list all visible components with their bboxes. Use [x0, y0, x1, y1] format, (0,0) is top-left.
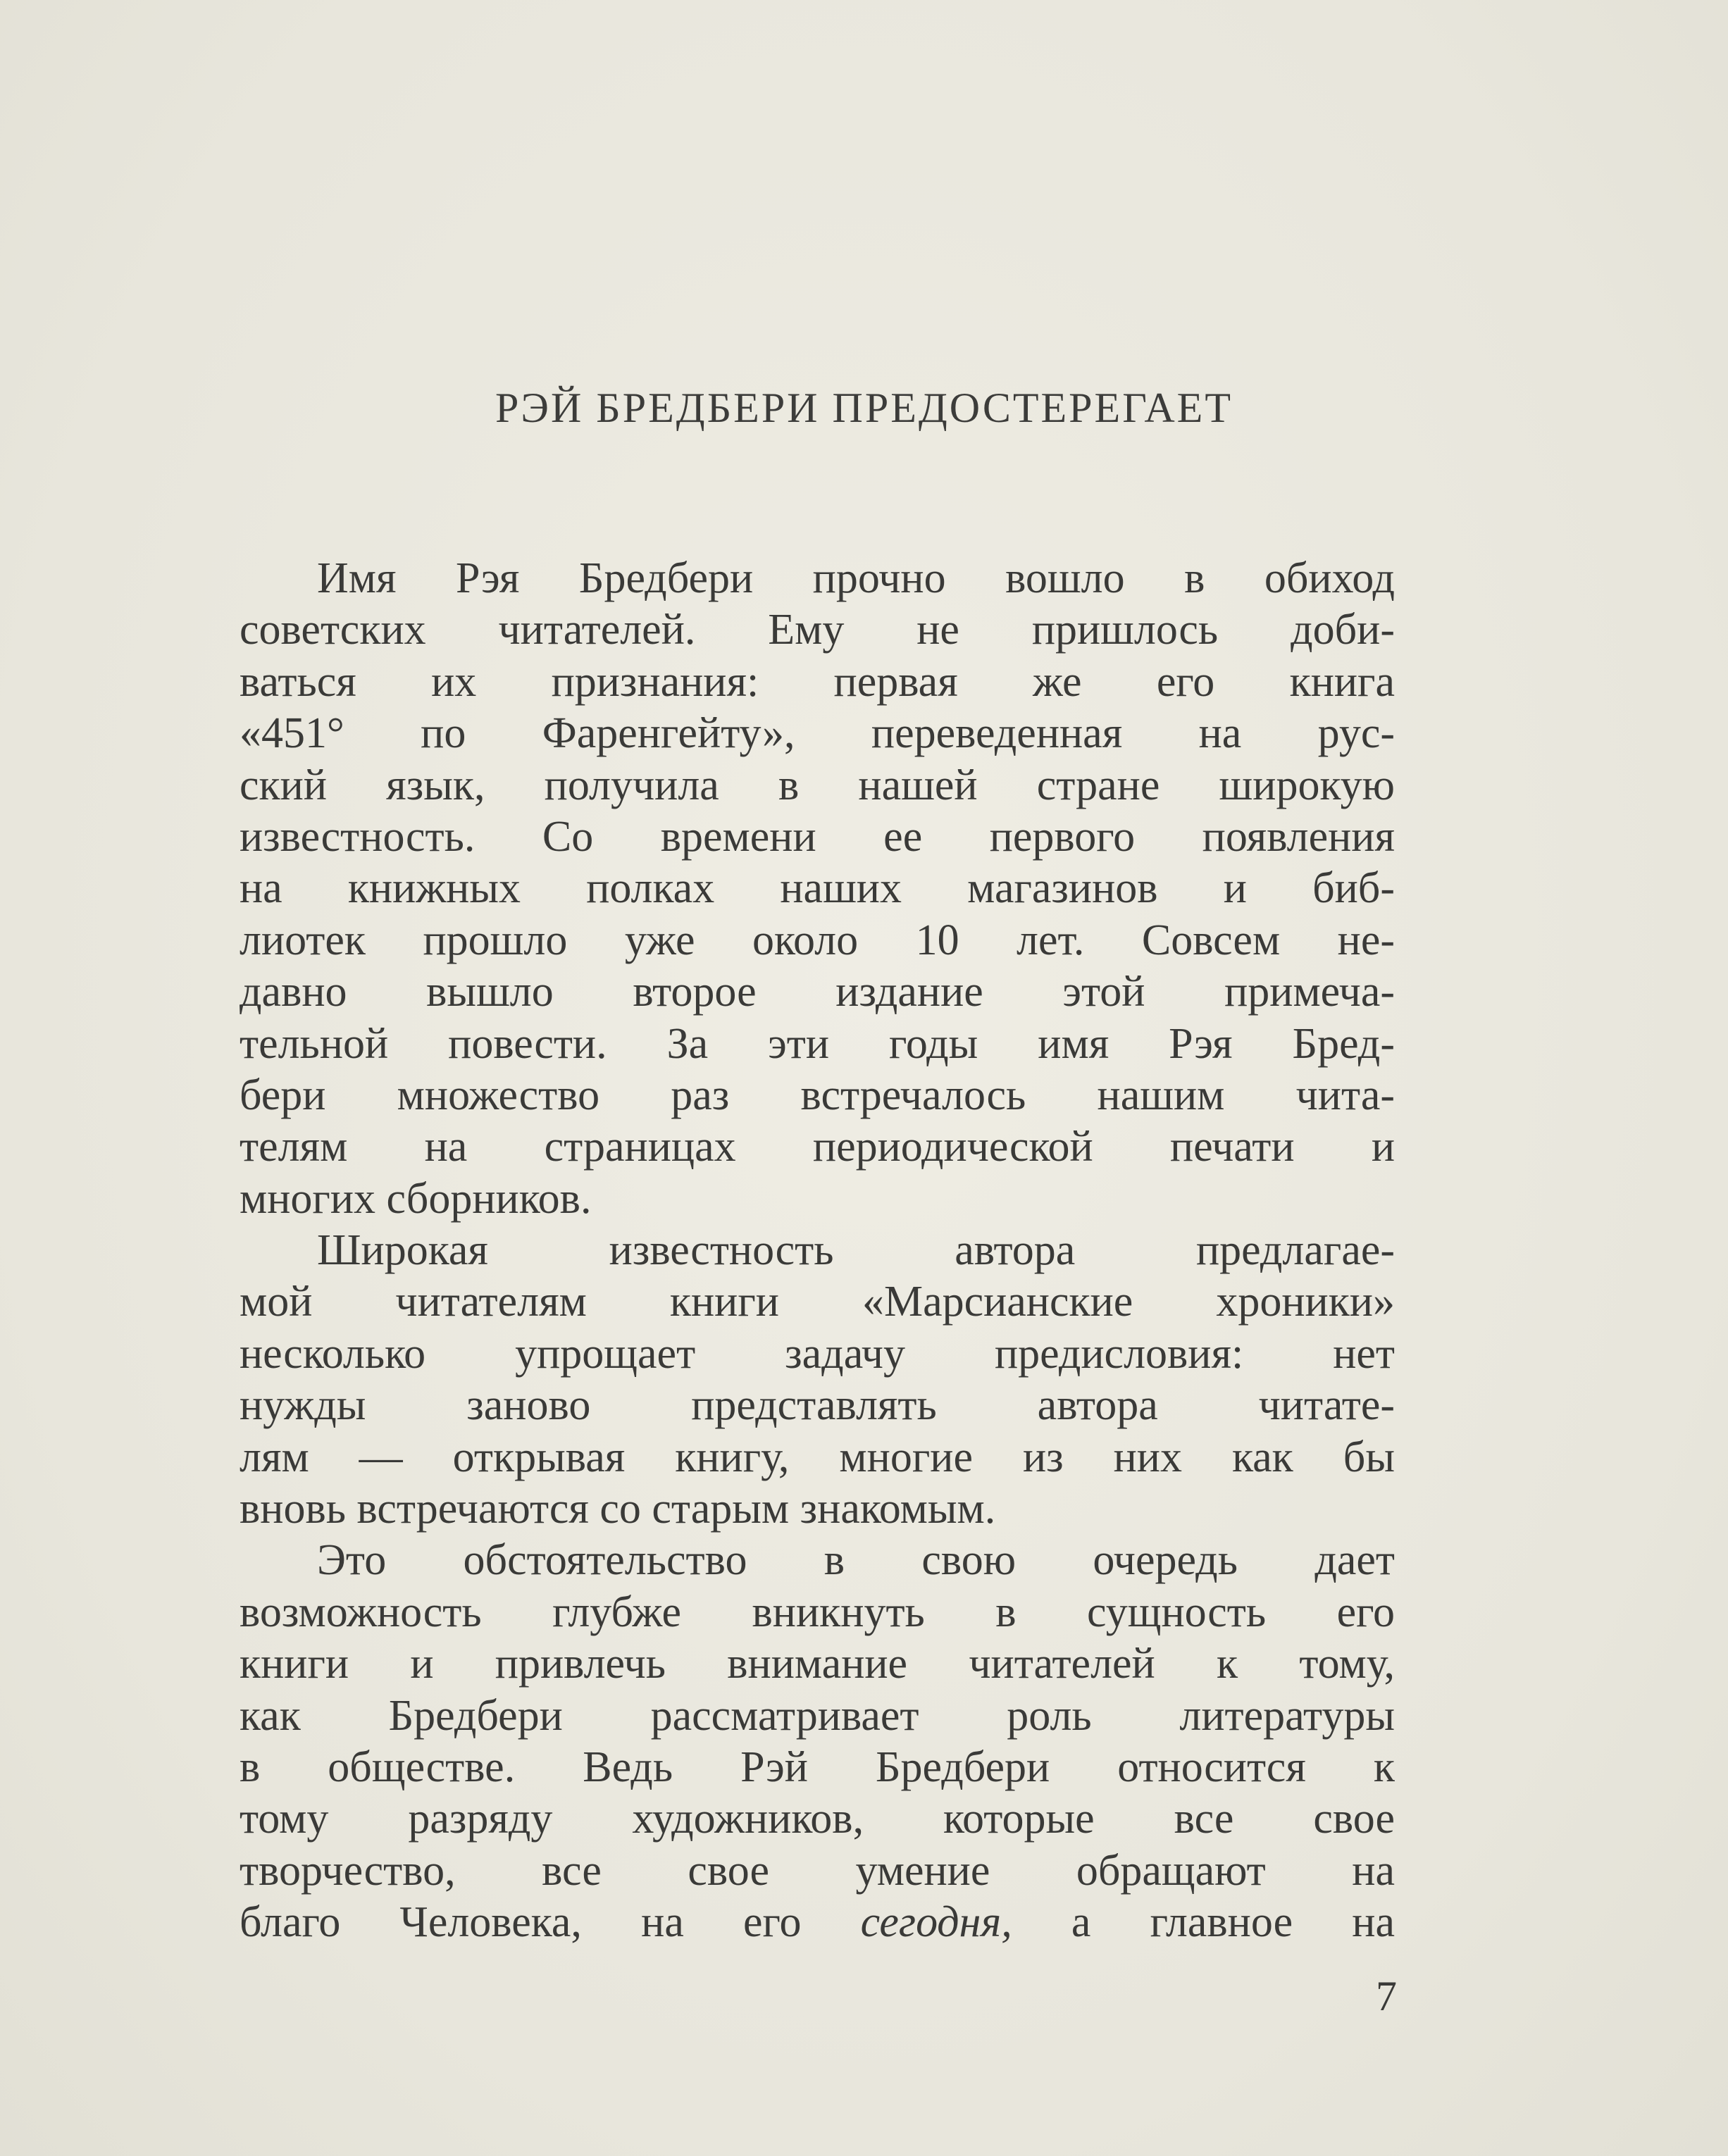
text-line: тельной повести. За эти годы имя Рэя Бред- — [240, 1019, 1395, 1068]
text-line: ский язык, получила в нашей стране широкую — [240, 761, 1395, 809]
text-line: Имя Рэя Бредбери прочно вошло в обиход — [317, 554, 1395, 602]
text-line: известность. Со времени ее первого появления — [240, 812, 1395, 861]
text-line: Это обстоятельство в свою очередь дает — [317, 1536, 1395, 1585]
text-line: бери множество раз встречалось нашим чита- — [240, 1071, 1395, 1119]
text-line: Широкая известность автора предлагае- — [317, 1226, 1395, 1275]
text-line: лям — открывая книгу, многие из них как бы — [240, 1433, 1395, 1481]
text-line-last — [240, 1897, 1395, 1948]
page-number: 7 — [1376, 1973, 1397, 2019]
text-line: вновь встречаются со старым знакомым. — [240, 1485, 996, 1533]
text-line: мой читателям книги «Марсианские хроники» — [240, 1278, 1395, 1326]
text-line: творчество, все свое умение обращают на — [240, 1846, 1395, 1895]
text-line: как Бредбери рассматривает роль литературы — [240, 1691, 1395, 1740]
text-line: телям на страницах периодической печати и — [240, 1123, 1395, 1171]
text-line: нужды заново представлять автора читате- — [240, 1381, 1395, 1430]
text-segment: а главное на — [1071, 1898, 1395, 1947]
body-text — [240, 553, 1395, 1949]
text-segment: благо Человека, на его — [240, 1898, 802, 1947]
text-line: давно вышло второе издание этой примеча- — [240, 968, 1395, 1016]
text-line: в обществе. Ведь Рэй Бредбери относится к — [240, 1743, 1395, 1791]
italic-word: сегодня, — [860, 1898, 1012, 1947]
text-line: советских читателей. Ему не пришлось доби- — [240, 606, 1395, 654]
text-line: возможность глубже вникнуть в сущность его — [240, 1588, 1395, 1636]
text-line: на книжных полках наших магазинов и биб- — [240, 864, 1395, 913]
text-line: ваться их признания: первая же его книга — [240, 657, 1395, 706]
text-line: многих сборников. — [240, 1174, 592, 1223]
text-line: книги и привлечь внимание читателей к тому, — [240, 1640, 1395, 1688]
chapter-title: РЭЙ БРЕДБЕРИ ПРЕДОСТЕРЕГАЕТ — [495, 385, 1233, 431]
text-line: лиотек прошло уже около 10 лет. Совсем не- — [240, 916, 1395, 964]
text-line: несколько упрощает задачу предисловия: нет — [240, 1329, 1395, 1378]
text-line: «451° по Фаренгейту», переведенная на рус- — [240, 709, 1395, 758]
text-line: тому разряду художников, которые все свое — [240, 1795, 1395, 1843]
